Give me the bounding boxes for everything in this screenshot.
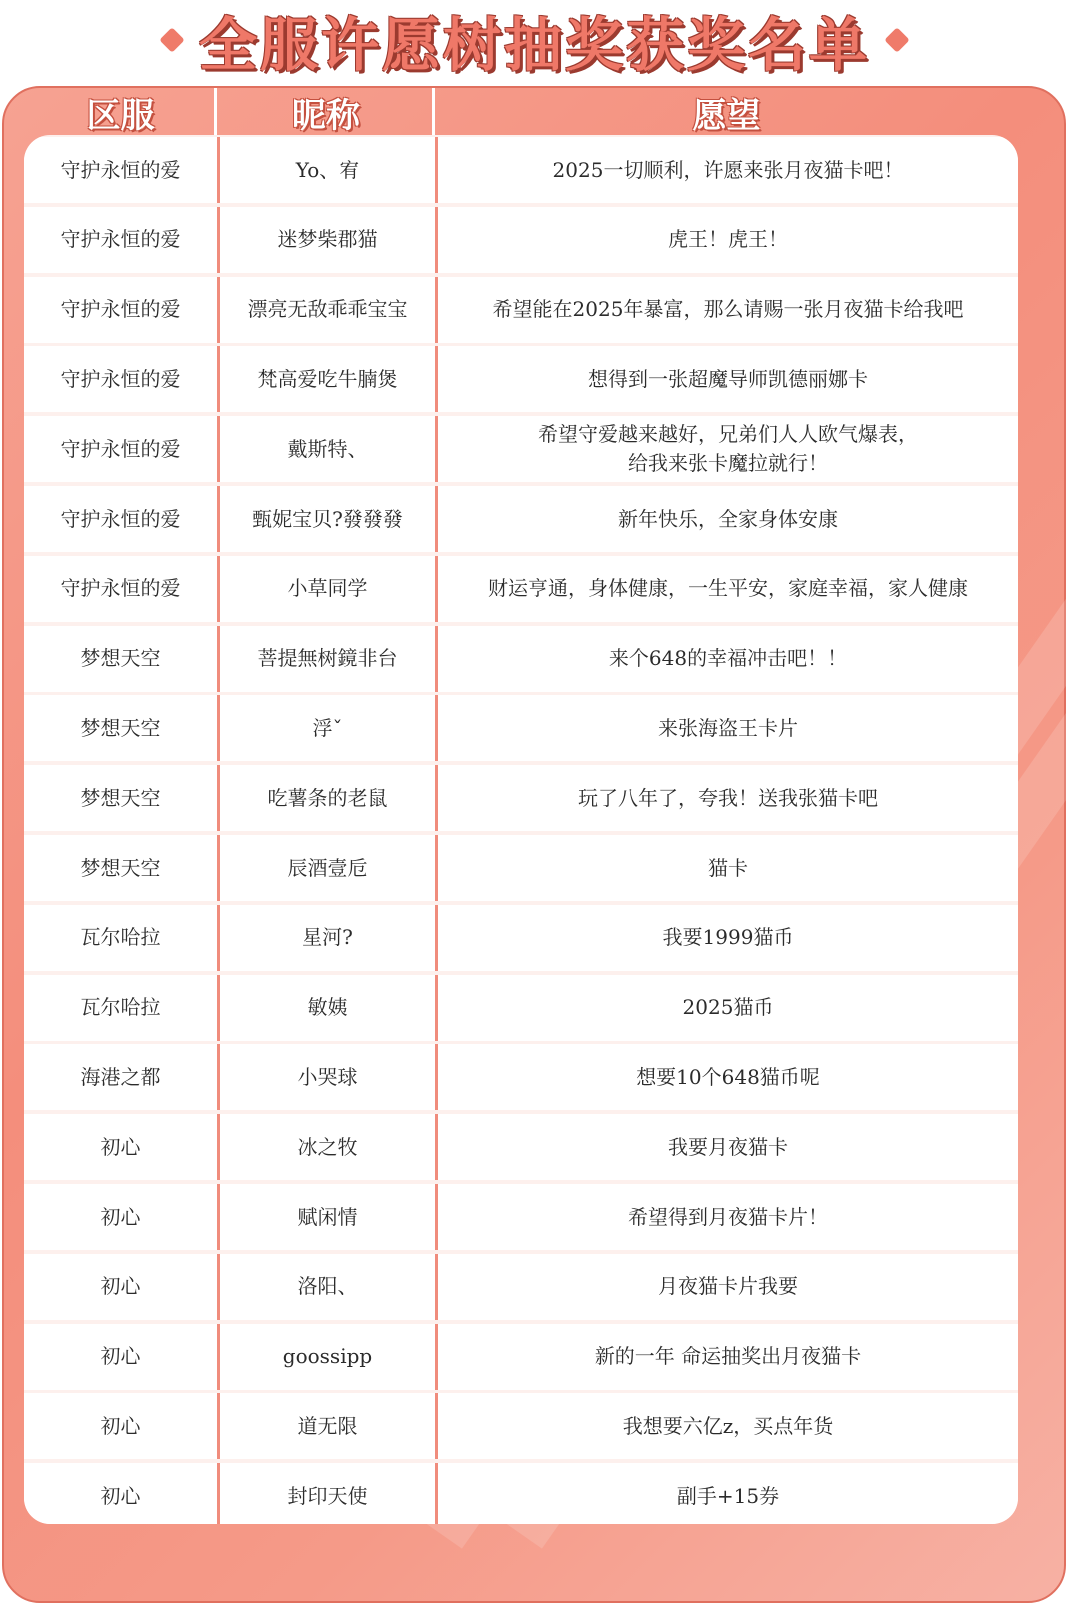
table-row (24, 277, 1018, 343)
server-cell: 梦想天空 (80, 855, 161, 880)
server-cell: 初心 (100, 1134, 141, 1159)
nickname-cell: 敏姨 (217, 975, 435, 1041)
server-cell: 瓦尔哈拉 (80, 925, 161, 950)
wish-cell: 虎王！虎王！ (435, 207, 1018, 273)
wish-cell: 月夜猫卡片我要 (435, 1254, 1018, 1320)
nickname-cell: 漂亮无敌乖乖宝宝 (217, 277, 435, 343)
winners-table (24, 135, 1018, 1524)
table-row (24, 416, 1018, 482)
nickname-cell: 洛阳、 (217, 1254, 435, 1320)
header-wish: 愿望 (692, 95, 761, 136)
wish-cell: 我要1999猫币 (435, 905, 1018, 971)
table-row (24, 1254, 1018, 1320)
wish-cell: 希望守爱越来越好，兄弟们人人欧气爆表， 给我来张卡魔拉就行！ (435, 416, 1018, 482)
table-row (24, 1324, 1018, 1390)
wish-cell: 玩了八年了，夸我！送我张猫卡吧 (435, 765, 1018, 831)
header-nickname: 昵称 (292, 95, 360, 136)
nickname-cell: 吃薯条的老鼠 (217, 765, 435, 831)
nickname-cell: Yo、宥 (217, 137, 435, 203)
server-cell: 梦想天空 (80, 646, 161, 671)
server-cell: 守护永恒的爱 (60, 366, 181, 391)
nickname-cell: 浮ˇ (217, 695, 435, 761)
server-cell: 守护永恒的爱 (60, 297, 181, 322)
server-cell: 守护永恒的爱 (60, 157, 181, 182)
nickname-cell: 道无限 (217, 1393, 435, 1459)
nickname-cell: 辰酒壹卮 (217, 835, 435, 901)
table-row (24, 626, 1018, 692)
nickname-cell: 甄妮宝贝?發發發 (217, 486, 435, 552)
table-row (24, 975, 1018, 1041)
header-divider (432, 88, 435, 136)
table-row (24, 1393, 1018, 1459)
nickname-cell: 迷梦柴郡猫 (217, 207, 435, 273)
wish-cell: 新的一年 命运抽奖出月夜猫卡 (435, 1324, 1018, 1390)
server-cell: 初心 (100, 1274, 141, 1299)
page-title: 全服许愿树抽奖获奖名单 (198, 11, 870, 79)
wish-cell: 财运亨通，身体健康，一生平安，家庭幸福，家人健康 (435, 556, 1018, 622)
table-row (24, 1044, 1018, 1110)
nickname-cell: 冰之牧 (217, 1114, 435, 1180)
nickname-cell: 赋闲情 (217, 1184, 435, 1250)
title-bar (0, 0, 1069, 80)
server-cell: 初心 (100, 1204, 141, 1229)
wish-cell: 希望能在2025年暴富，那么请赐一张月夜猫卡给我吧 (435, 277, 1018, 343)
server-cell: 守护永恒的爱 (60, 436, 181, 461)
left-diamond-icon (159, 27, 184, 52)
table-row (24, 207, 1018, 273)
nickname-cell: 封印天使 (217, 1463, 435, 1524)
nickname-cell: 菩提無树鏡非台 (217, 626, 435, 692)
table-row (24, 905, 1018, 971)
wish-cell: 新年快乐，全家身体安康 (435, 486, 1018, 552)
server-cell: 守护永恒的爱 (60, 506, 181, 531)
server-cell: 瓦尔哈拉 (80, 995, 161, 1020)
server-cell: 梦想天空 (80, 785, 161, 810)
table-row (24, 695, 1018, 761)
table-header (24, 86, 1018, 138)
wish-cell: 我想要六亿z，买点年货 (435, 1393, 1018, 1459)
wish-cell: 副手+15券 (435, 1463, 1018, 1524)
server-cell: 梦想天空 (80, 715, 161, 740)
wish-cell: 希望得到月夜猫卡片！ (435, 1184, 1018, 1250)
table-row (24, 1184, 1018, 1250)
nickname-cell: 星河? (217, 905, 435, 971)
nickname-cell: 小哭球 (217, 1044, 435, 1110)
table-row (24, 765, 1018, 831)
server-cell: 海港之都 (80, 1064, 161, 1089)
nickname-cell: goossipp (217, 1324, 435, 1390)
table-row (24, 1463, 1018, 1524)
wish-cell: 想得到一张超魔导师凯德丽娜卡 (435, 346, 1018, 412)
wish-cell: 来张海盗王卡片 (435, 695, 1018, 761)
table-row (24, 1114, 1018, 1180)
wish-cell: 来个648的幸福冲击吧！！ (435, 626, 1018, 692)
right-diamond-icon (884, 27, 909, 52)
table-row (24, 835, 1018, 901)
server-cell: 初心 (100, 1413, 141, 1438)
wish-cell: 想要10个648猫币呢 (435, 1044, 1018, 1110)
wish-cell: 2025猫币 (435, 975, 1018, 1041)
wish-cell: 2025一切顺利，许愿来张月夜猫卡吧！ (435, 137, 1018, 203)
server-cell: 初心 (100, 1344, 141, 1369)
table-row (24, 556, 1018, 622)
wish-cell: 猫卡 (435, 835, 1018, 901)
header-divider (214, 88, 217, 136)
nickname-cell: 小草同学 (217, 556, 435, 622)
table-row (24, 486, 1018, 552)
server-cell: 初心 (100, 1483, 141, 1508)
wish-cell: 我要月夜猫卡 (435, 1114, 1018, 1180)
server-cell: 守护永恒的爱 (60, 227, 181, 252)
table-row (24, 137, 1018, 203)
server-cell: 守护永恒的爱 (60, 576, 181, 601)
nickname-cell: 梵高爱吃牛腩煲 (217, 346, 435, 412)
header-server: 区服 (86, 95, 155, 136)
nickname-cell: 戴斯特、 (217, 416, 435, 482)
table-row (24, 346, 1018, 412)
